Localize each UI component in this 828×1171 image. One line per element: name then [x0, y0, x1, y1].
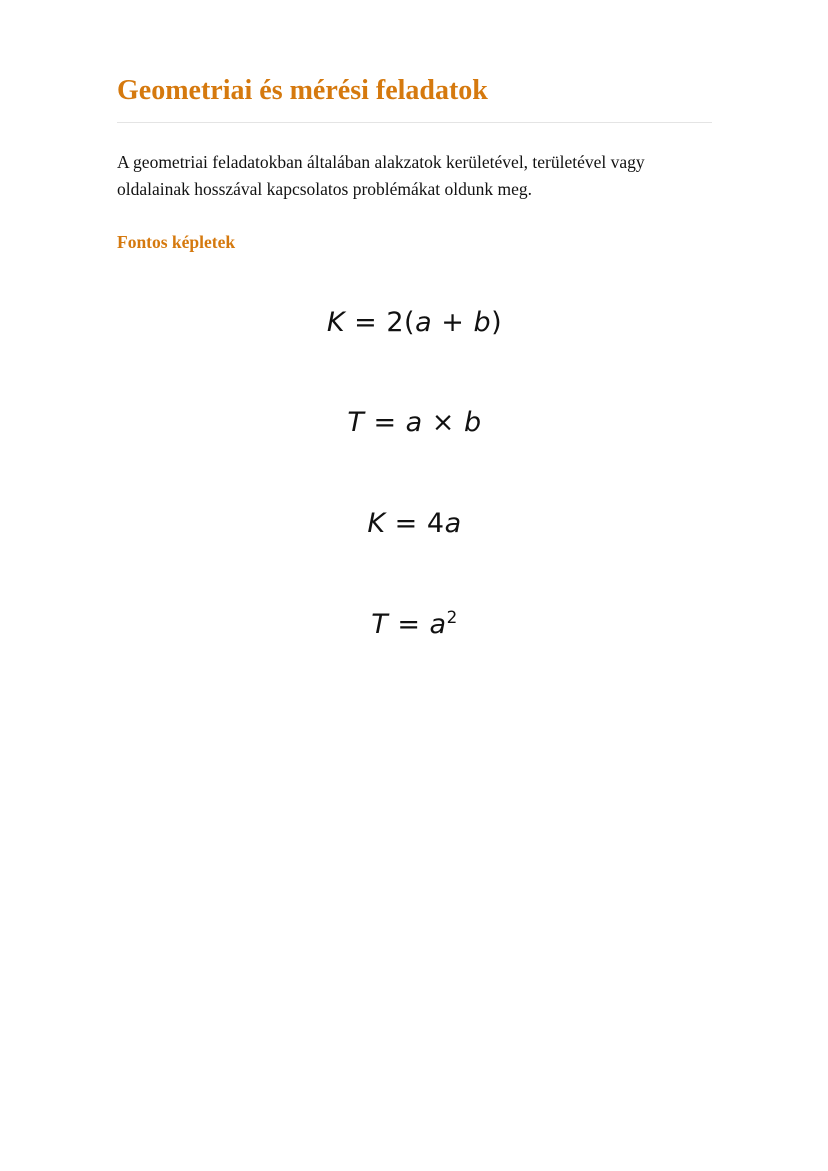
formula-square-perimeter: K = 4a: [367, 508, 462, 540]
formula-rectangle-area: T = a × b: [347, 407, 482, 439]
page-title: Geometriai és mérési feladatok: [117, 75, 488, 106]
formulas-subheading: Fontos képletek: [117, 231, 236, 252]
title-divider: [117, 122, 712, 123]
intro-paragraph: A geometriai feladatokban általában alakzatok kerületével, területével vagy oldalainak hosszával kapcsolatos problémákat oldunk meg.: [117, 151, 645, 199]
formula-rectangle-perimeter: K = 2(a + b): [326, 306, 503, 338]
formulas-section: [117, 304, 712, 644]
formula-square-area: $T = a^2$: [371, 606, 458, 640]
